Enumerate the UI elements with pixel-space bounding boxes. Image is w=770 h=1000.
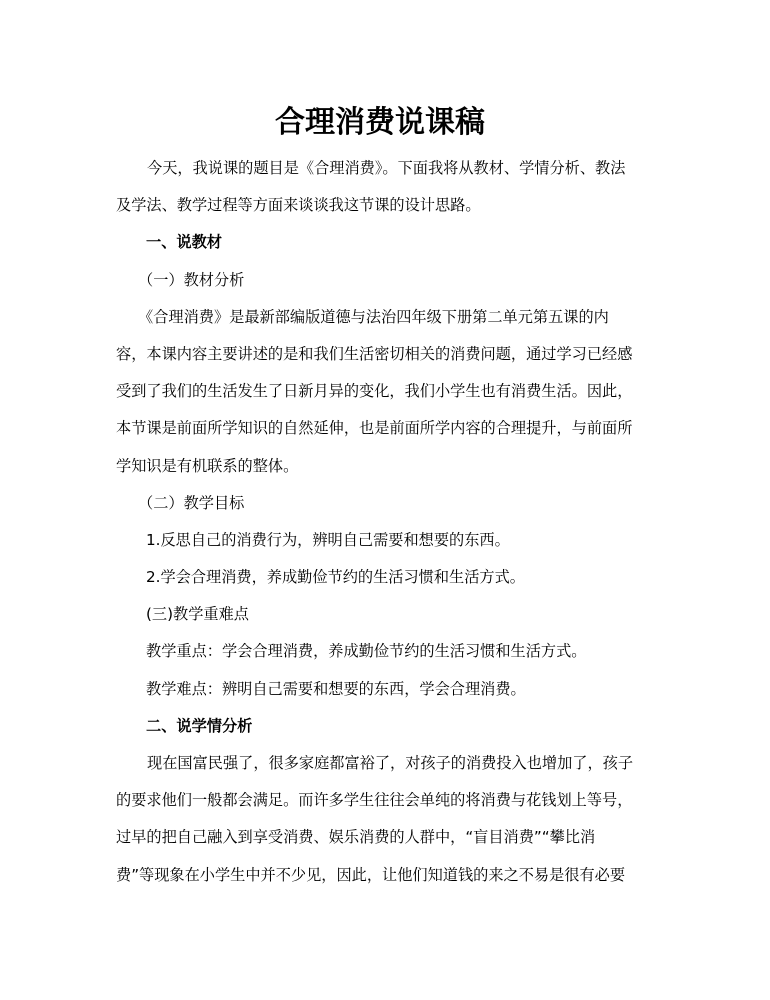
student-line-4: 费”等现象在小学生中并不少见，因此，让他们知道钱的来之不易是很有必要 — [116, 865, 626, 884]
analysis-line-5: 学知识是有机联系的整体。 — [116, 456, 299, 475]
document-title: 合理消费说课稿 — [275, 105, 485, 140]
intro-line-2: 及学法、教学过程等方面来谈谈我这节课的设计思路。 — [116, 196, 481, 215]
difficult-point: 教学难点：辨明自己需要和想要的东西，学会合理消费。 — [146, 679, 526, 698]
subsection-1-heading: （一）教材分析 — [138, 270, 245, 289]
analysis-line-3: 受到了我们的生活发生了日新月异的变化，我们小学生也有消费生活。因此， — [116, 382, 633, 401]
student-line-3: 过早的把自己融入到享受消费、娱乐消费的人群中，“盲目消费”“攀比消 — [116, 828, 596, 847]
analysis-line-2: 容，本课内容主要讲述的是和我们生活密切相关的消费问题，通过学习已经感 — [116, 344, 633, 363]
section-1-heading: 一、说教材 — [146, 233, 222, 252]
textbook-analysis-paragraph — [116, 299, 644, 485]
intro-line-1: 今天，我说课的题目是《合理消费》。下面我将从教材、学情分析、教法 — [147, 159, 626, 177]
goal-1: 1.反思自己的消费行为，辨明自己需要和想要的东西。 — [146, 530, 510, 549]
subsection-2-heading: （二）教学目标 — [138, 493, 245, 512]
analysis-line-1: 《合理消费》是最新部编版道德与法治四年级下册第二单元第五课的内 — [138, 307, 609, 326]
section-2-heading: 二、说学情分析 — [146, 716, 253, 735]
key-point: 教学重点：学会合理消费，养成勤俭节约的生活习惯和生活方式。 — [146, 642, 587, 661]
subsection-3-heading: (三)教学重难点 — [146, 605, 249, 624]
student-line-2: 的要求他们一般都会满足。而许多学生往往会单纯的将消费与花钱划上等号， — [116, 791, 633, 810]
intro-paragraph — [116, 150, 644, 224]
analysis-line-4: 本节课是前面所学知识的自然延伸，也是前面所学内容的合理提升，与前面所 — [116, 419, 633, 438]
student-line-1: 现在国富民强了，很多家庭都富裕了，对孩子的消费投入也增加了，孩子 — [147, 754, 633, 772]
goal-2: 2.学会合理消费，养成勤俭节约的生活习惯和生活方式。 — [146, 568, 525, 587]
student-analysis-paragraph — [116, 745, 644, 894]
document-page — [116, 96, 644, 894]
